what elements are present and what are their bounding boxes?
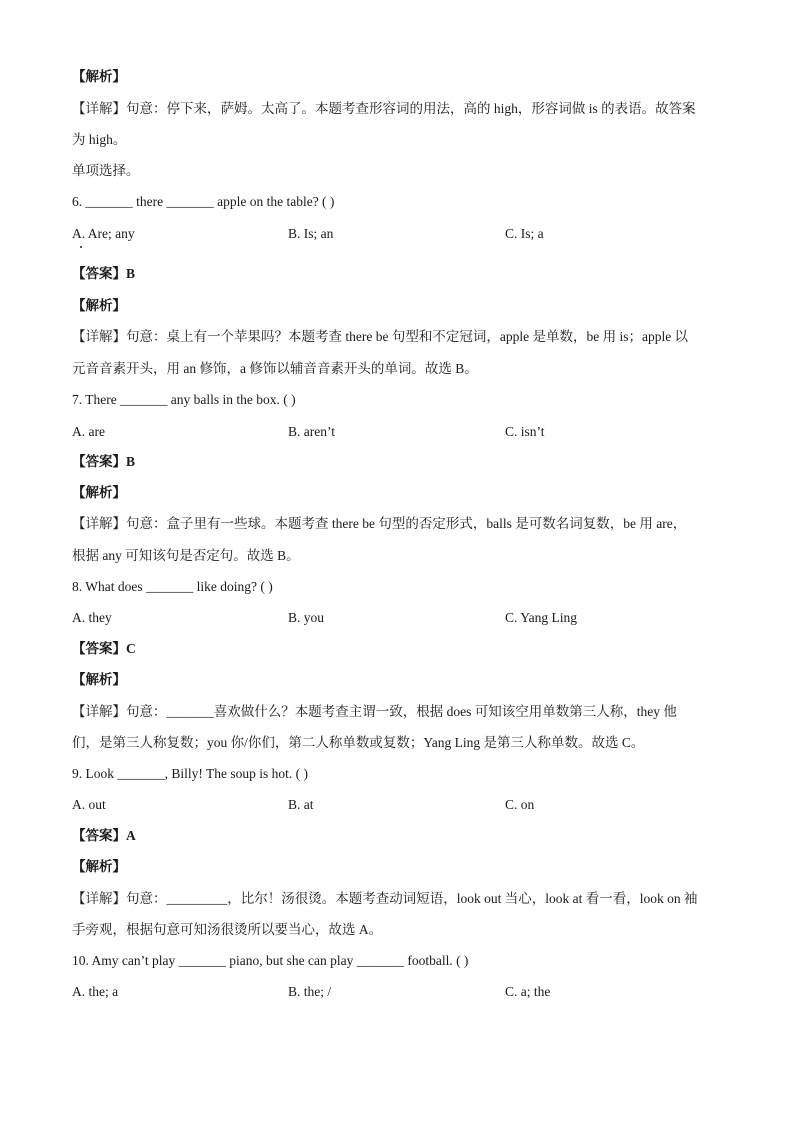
- option-c: C. on: [505, 797, 535, 812]
- detail-text: 【详解】句意：停下来，萨姆。太高了。本题考查形容词的用法，高的 high，形容词做 is 的表语。故答案: [72, 101, 696, 116]
- detail-text: 【详解】句意：_________，比尔！汤很烫。本题考查动词短语，look out 当心，look at 看一看，look on 袖: [72, 891, 698, 906]
- question-9: 9. Look _______, Billy! The soup is hot. ( ): [72, 766, 308, 781]
- option-a: A. Are; any: [72, 226, 135, 241]
- detail-text: 手旁观，根据句意可知汤很烫所以要当心，故选 A。: [72, 922, 383, 937]
- section-heading: 单项选择。: [72, 163, 140, 178]
- option-a: A. they: [72, 610, 112, 625]
- question-7: 7. There _______ any balls in the box. ( ): [72, 392, 296, 407]
- answer-label: 【答案】B: [72, 454, 136, 469]
- option-a: A. the; a: [72, 984, 119, 999]
- detail-text: 【详解】句意：_______喜欢做什么？本题考查主谓一致，根据 does 可知该空用单数第三人称，they 他: [72, 704, 677, 719]
- detail-text: 根据 any 可知该句是否定句。故选 B。: [72, 548, 300, 563]
- option-c: C. isn’t: [505, 424, 545, 439]
- option-b: B. the; /: [288, 984, 332, 999]
- analysis-heading: 【解析】: [72, 672, 126, 687]
- answer-label: 【答案】C: [72, 641, 136, 656]
- stray-dot: [80, 246, 82, 248]
- option-c: C. Yang Ling: [505, 610, 578, 625]
- question-6: 6. _______ there _______ apple on the table? ( ): [72, 194, 335, 209]
- option-b: B. aren’t: [288, 424, 335, 439]
- analysis-heading: 【解析】: [72, 298, 126, 313]
- detail-text: 们，是第三人称复数；you 你/你们，第二人称单数或复数；Yang Ling 是第三人称单数。故选 C。: [72, 735, 645, 750]
- option-a: A. out: [72, 797, 106, 812]
- analysis-heading: 【解析】: [72, 859, 126, 874]
- option-a: A. are: [72, 424, 105, 439]
- option-b: B. at: [288, 797, 314, 812]
- option-c: C. a; the: [505, 984, 551, 999]
- answer-label: 【答案】A: [72, 828, 136, 843]
- option-c: C. Is; a: [505, 226, 544, 241]
- detail-text: 为 high。: [72, 132, 127, 147]
- question-10: 10. Amy can’t play _______ piano, but she can play _______ football. ( ): [72, 953, 469, 968]
- option-b: B. you: [288, 610, 325, 625]
- detail-text: 元音音素开头，用 an 修饰，a 修饰以辅音音素开头的单词。故选 B。: [72, 361, 478, 376]
- detail-text: 【详解】句意：桌上有一个苹果吗？本题考查 there be 句型和不定冠词，apple 是单数，be 用 is；apple 以: [72, 329, 689, 344]
- analysis-heading: 【解析】: [72, 485, 126, 500]
- analysis-heading: 【解析】: [72, 69, 126, 84]
- answer-label: 【答案】B: [72, 266, 136, 281]
- option-b: B. Is; an: [288, 226, 334, 241]
- question-8: 8. What does _______ like doing? ( ): [72, 579, 273, 594]
- detail-text: 【详解】句意：盒子里有一些球。本题考查 there be 句型的否定形式，balls 是可数名词复数，be 用 are，: [72, 516, 687, 531]
